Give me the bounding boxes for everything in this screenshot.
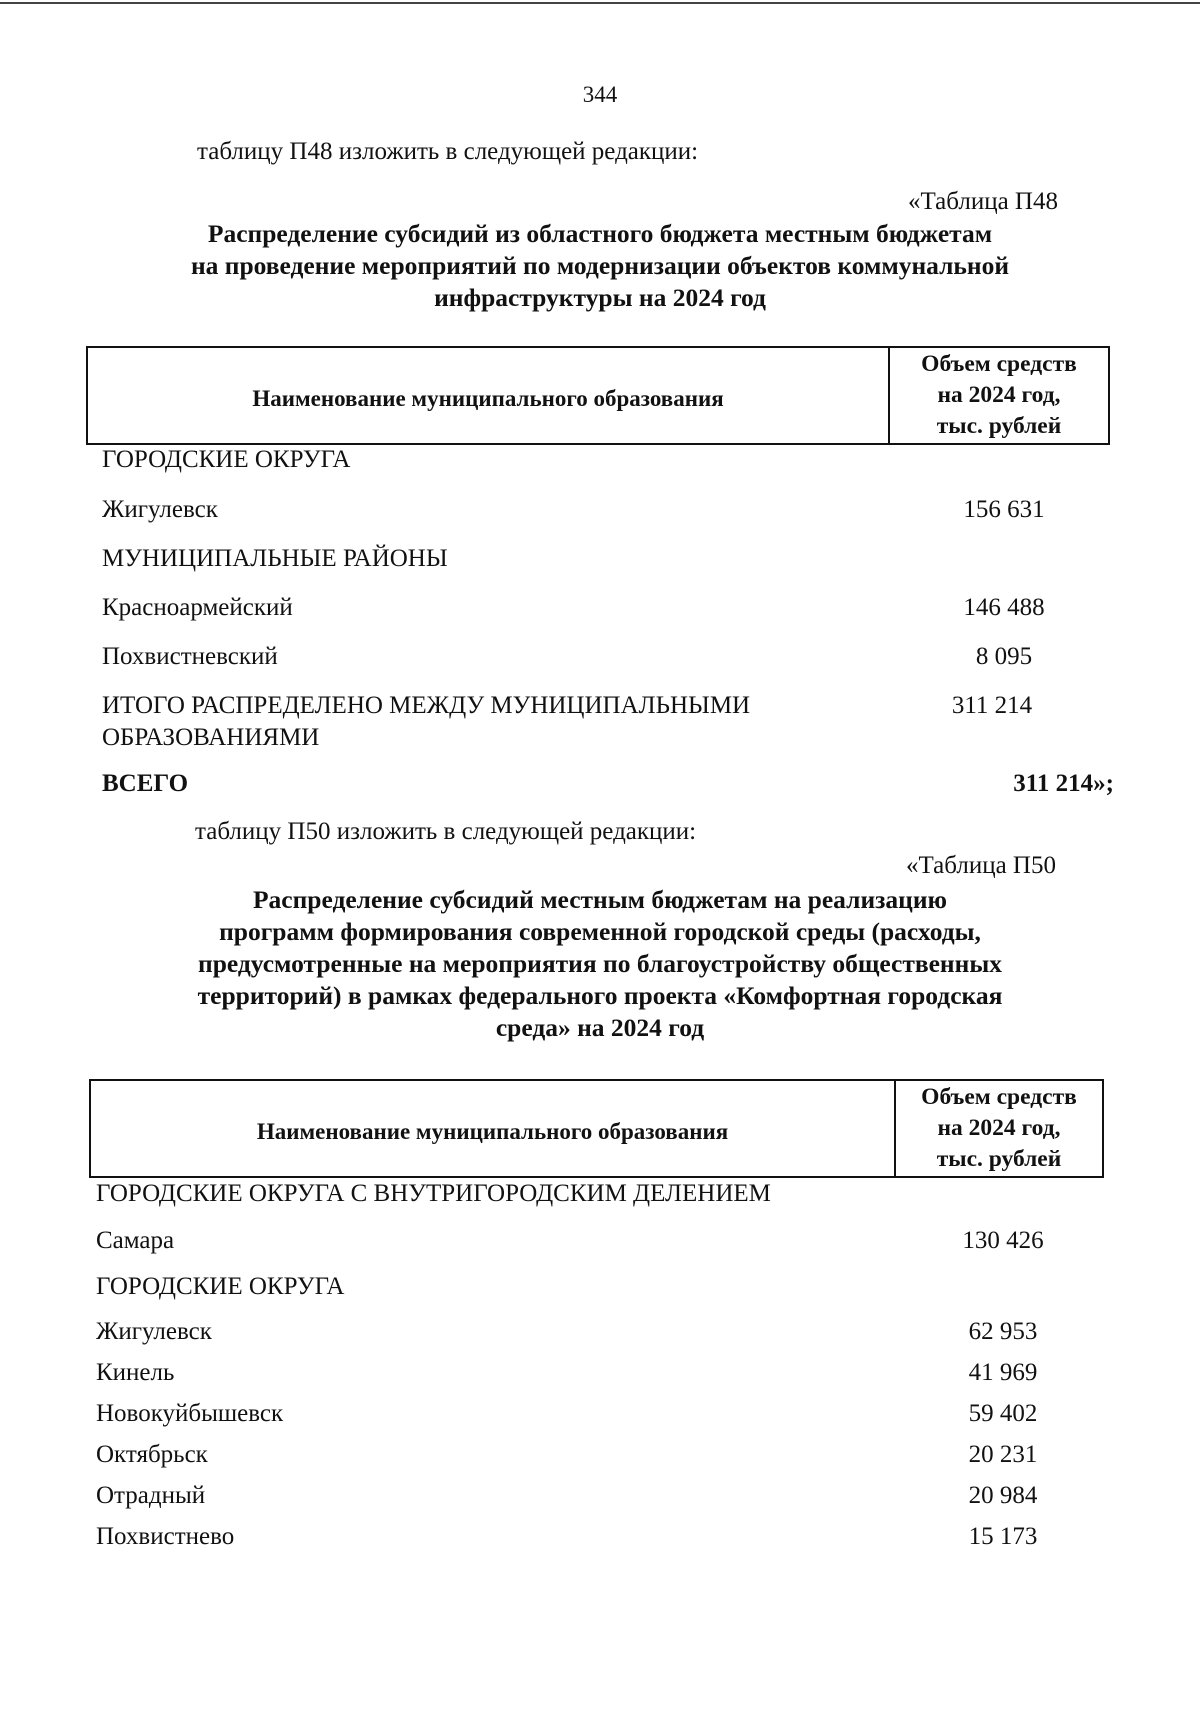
section1-table-header (86, 346, 1110, 445)
section2-table-row (96, 1225, 1108, 1257)
section2-table-row (96, 1521, 1108, 1553)
row-name: Отрадный (96, 1482, 206, 1509)
section2-intro: таблицу П50 изложить в следующей редакции: (195, 818, 697, 845)
row-name: ГОРОДСКИЕ ОКРУГА (96, 1273, 345, 1300)
row-value: 130 426 (962, 1227, 1044, 1254)
row-name: ВСЕГО (102, 770, 189, 797)
section2-table-row (96, 1316, 1108, 1348)
row-value: 15 173 (968, 1523, 1038, 1550)
section2-title-line: предусмотренные на мероприятия по благоустройству общественных (198, 949, 1002, 978)
row-name: Кинель (96, 1359, 175, 1386)
row-value: 41 969 (968, 1359, 1038, 1386)
row-name: ИТОГО РАСПРЕДЕЛЕНО МЕЖДУ МУНИЦИПАЛЬНЫМИ ОБРАЗОВАНИЯМИ (102, 692, 751, 751)
row-value: 59 402 (968, 1400, 1038, 1427)
section2-table-header (89, 1079, 1104, 1178)
row-value (894, 543, 1114, 575)
row-value: 311 214 (951, 692, 1033, 719)
row-value: 146 488 (963, 594, 1045, 621)
row-value (898, 1178, 1108, 1210)
section2-title-line: территорий) в рамках федерального проекта «Комфортная городская (197, 981, 1003, 1010)
section2-group-row (96, 1271, 1108, 1303)
section1-subtotal-row (102, 690, 1114, 754)
section1-header-value-line: тыс. рублей (936, 413, 1062, 439)
section1-title-line: инфраструктуры на 2024 год (434, 283, 766, 312)
row-name: ГОРОДСКИЕ ОКРУГА (102, 446, 351, 473)
section1-intro: таблицу П48 изложить в следующей редакции: (197, 138, 699, 165)
section2-table-row (96, 1439, 1108, 1471)
row-name: МУНИЦИПАЛЬНЫЕ РАЙОНЫ (102, 545, 448, 572)
section1-table-row (102, 641, 1114, 673)
section1-title-line: Распределение субсидий из областного бюджета местным бюджетам (207, 219, 993, 248)
row-value: 20 984 (968, 1482, 1038, 1509)
row-value (894, 444, 1114, 476)
section1-group-row (102, 543, 1114, 575)
section2-header-value-line: на 2024 год, (937, 1115, 1061, 1141)
row-value: 62 953 (968, 1318, 1038, 1345)
section2-table-row (96, 1480, 1108, 1512)
row-name: Жигулевск (96, 1318, 212, 1345)
row-name: Самара (96, 1227, 175, 1254)
section1-table-row (102, 592, 1114, 624)
row-value: 20 231 (968, 1441, 1038, 1468)
row-name: Жигулевск (102, 496, 218, 523)
section2-table-label: «Таблица П50 (906, 852, 1056, 879)
section1-title-line: на проведение мероприятий по модернизации объектов коммунальной (190, 251, 1010, 280)
row-value: 311 214»; (1013, 770, 1114, 797)
section2-header-value (894, 1081, 1102, 1176)
row-name: ГОРОДСКИЕ ОКРУГА С ВНУТРИГОРОДСКИМ ДЕЛЕНИЕМ (96, 1180, 771, 1207)
section2-group-row (96, 1178, 1108, 1210)
page-number: 344 (582, 82, 618, 107)
section1-table-row (102, 494, 1114, 526)
section2-title-line: программ формирования современной городской среды (расходы, (219, 917, 981, 946)
section2-table-row (96, 1357, 1108, 1389)
section1-total-row (102, 768, 1114, 800)
section2-title-line: среда» на 2024 год (495, 1013, 705, 1042)
section2-header-name: Наименование муниципального образования (256, 1118, 729, 1144)
section1-group-row (102, 444, 1114, 476)
row-name: Новокуйбышевск (96, 1400, 284, 1427)
top-rule (0, 2, 1200, 4)
section1-table-label: «Таблица П48 (908, 188, 1058, 215)
section2-table-row (96, 1398, 1108, 1430)
section2-title (60, 884, 1140, 1044)
row-value: 156 631 (963, 496, 1045, 523)
section2-header-value-line: тыс. рублей (936, 1146, 1062, 1172)
row-name: Похвистнево (96, 1523, 235, 1550)
section2-title-line: Распределение субсидий местным бюджетам на реализацию (252, 885, 948, 914)
row-value: 8 095 (975, 643, 1033, 670)
row-name: Октябрьск (96, 1441, 208, 1468)
section1-header-name: Наименование муниципального образования (252, 385, 724, 411)
section1-header-value-line: Объем средств (921, 351, 1077, 377)
section1-header-value (888, 348, 1108, 443)
row-value (898, 1271, 1108, 1303)
section1-title (60, 218, 1140, 314)
section2-header-value-line: Объем средств (921, 1084, 1077, 1110)
row-name: Красноармейский (102, 594, 293, 621)
section1-header-value-line: на 2024 год, (937, 382, 1061, 408)
row-name: Похвистневский (102, 643, 278, 670)
